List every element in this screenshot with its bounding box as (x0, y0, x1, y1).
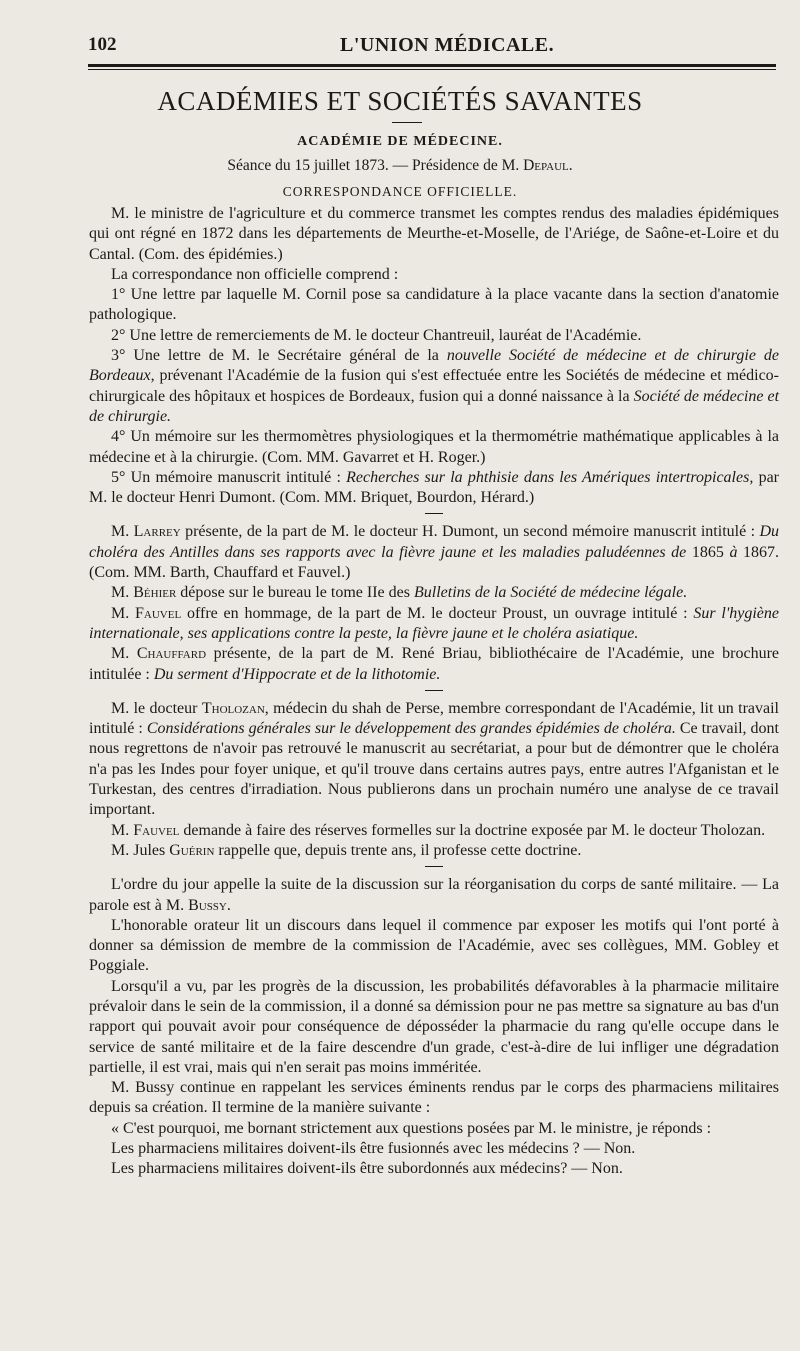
text-run: 3° Une lettre de M. le Secrétaire général de la (111, 347, 447, 365)
text-run: 5° Un mémoire manuscrit intitulé : (111, 468, 347, 486)
paragraph-ministre: M. le ministre de l'agriculture et du commerce transmet les comptes rendus des maladies épidémiques qui ont régné en 1872 dans les départements de Meurthe-et-Moselle, de l'Ariége, de Saône-et-Loire et du Cantal. (Com. des épidémies.) (89, 205, 779, 263)
text-run: M. (111, 523, 134, 541)
text-run: présente, de la part de M. le docteur H. Dumont, un second mémoire manuscrit intitulé : (180, 523, 760, 541)
paragraph-ordre-du-jour (89, 875, 779, 916)
session-line (0, 157, 800, 175)
text-run: M. (111, 584, 134, 602)
text-run: , médecin du shah de Perse, membre correspondant de l'Académie, lit un travail intitulé : (89, 699, 780, 738)
separator-rule (425, 866, 443, 867)
paragraph-chauffard (89, 644, 779, 685)
paragraph-fauvel-reserves (89, 821, 779, 841)
speaker-name: Fauvel (133, 821, 180, 839)
paragraph-question-2: Les pharmaciens militaires doivent-ils être subordonnés aux médecins? — Non. (111, 1160, 623, 1178)
italic-run: Recherches sur la phthisie dans les Amériques intertropicales, (346, 468, 754, 486)
speaker-name: Béhier (133, 584, 177, 602)
text-run: M. (111, 645, 137, 663)
speaker-name: Guérin (169, 841, 215, 859)
paragraph-item-1: 1° Une lettre par laquelle M. Cornil pose sa candidature à la place vacante dans la section d'anatomie pathologique. (89, 286, 779, 324)
paragraph-correspondance: La correspondance non officielle comprend : (111, 265, 399, 283)
academy-heading: ACADÉMIE DE MÉDECINE. (297, 134, 503, 149)
speaker-name: Tholozan (201, 699, 265, 717)
separator-rule (425, 513, 443, 514)
paragraph-question-1: Les pharmaciens militaires doivent-ils être fusionnés avec les médecins ? — Non. (111, 1140, 636, 1158)
speaker-name: Fauvel (135, 604, 182, 622)
paragraph-item-4: 4° Un mémoire sur les thermomètres physiologiques et la thermométrie mathématique applicables à la médecine et à la chirurgie. (Com. MM. Gavarret et H. Roger.) (89, 428, 779, 466)
italic-run: Du serment d'Hippocrate et de la lithotomie. (153, 665, 441, 683)
text-run: Ce travail, dont nous regrettons de n'avoir pas retrouvé le manuscrit au secrétariat, a pour but de démontrer que le choléra n'a pas les Indes pour foyer unique, et qu'il trouve dans certains autres pays, entre autres l'Afganistan et le Turkestan, des centres d'irradiation. Nous publierons dans un prochain numéro une analyse de ce travail important. (89, 720, 780, 819)
section-title: ACADÉMIES ET SOCIÉTÉS SAVANTES (157, 86, 643, 116)
text-run: dépose sur le bureau le tome IIe des (176, 584, 414, 602)
text-run: M. (111, 821, 134, 839)
separator-rule (425, 690, 443, 691)
paragraph-quote: « C'est pourquoi, me bornant strictement aux questions posées par M. le ministre, je réponds : (111, 1119, 712, 1137)
italic-run: nouvelle Société de médecine et de chirurgie de Bordeaux, (89, 347, 779, 385)
paragraph-fauvel-hommage (89, 604, 779, 645)
journal-title: L'UNION MÉDICALE. (340, 34, 555, 56)
text-run: prévenant l'Académie de la fusion qui s'est effectuée entre les Sociétés de médecine et médico-chirurgicale des hôpitaux et hospices de Bordeaux, fusion qui a donné naissance à la (89, 367, 779, 405)
text-run: présente, de la part de M. René Briau, bibliothécaire de l'Académie, une brochure intitulée : (89, 645, 779, 683)
speaker-name: Chauffard (136, 645, 207, 663)
paragraph-item-2: 2° Une lettre de remerciements de M. le docteur Chantreuil, lauréat de l'Académie. (111, 326, 642, 344)
text-run: L'ordre du jour appelle la suite de la discussion sur la réorganisation du corps de santé militaire. — La parole est à M. (89, 876, 779, 914)
running-header (88, 34, 762, 60)
correspondence-heading: CORRESPONDANCE OFFICIELLE. (282, 184, 518, 199)
italic-run: Sur l'hygiène internationale, ses applications contre la peste, la fièvre jaune et le choléra asiatique. (89, 604, 779, 642)
italic-run: Du choléra des Antilles dans ses rapports avec la fièvre jaune et les maladies paludéennes de (89, 523, 780, 561)
italic-run: Bulletins de la Société de médecine légale. (413, 584, 688, 602)
text-run: par M. le docteur Henri Dumont. (Com. MM. Briquet, Bourdon, Hérard.) (89, 468, 780, 507)
text-run: 1865 (686, 543, 730, 561)
speaker-name: Larrey (133, 523, 181, 541)
paragraph-item-3 (89, 346, 779, 427)
article-body (89, 204, 779, 1180)
paragraph-discours: L'honorable orateur lit un discours dans lequel il commence par exposer les motifs qui l'ont porté à donner sa démission de membre de la commission de l'Académie, avec ses collègues, MM. Gobley et Poggiale. (89, 916, 779, 975)
italic-run: Société de médecine et de chirurgie. (89, 387, 780, 425)
title-rule (392, 122, 422, 123)
text-run: 1867. (Com. MM. Barth, Chauffard et Fauvel.) (89, 543, 780, 582)
speaker-name: Bussy. (188, 896, 231, 914)
text-run: M. (111, 604, 136, 622)
italic-run: à (729, 543, 738, 561)
session-president: Depaul. (523, 157, 573, 174)
text-run: offre en hommage, de la part de M. le docteur Proust, un ouvrage intitulé : (181, 604, 694, 622)
session-date: Séance du 15 juillet 1873. — Présidence de M. (227, 157, 520, 174)
paragraph-progres: Lorsqu'il a vu, par les progrès de la discussion, les probabilités défavorables à la pharmacie militaire prévaloir dans le sein de la commission, il a donné sa démission pour ne pas mettre sa signature au bas d'un rapport qui pouvait avoir pour conséquence de déposséder la pharmacie du rang qu'elle occupe dans le service de santé militaire et de la faire descendre d'un grade, c'est-à-dire de lui infliger une dégradation partielle, il est vrai, mais qui n'en serait pas moins imméritée. (89, 977, 779, 1076)
paragraph-larrey (89, 522, 779, 583)
paragraph-behier (89, 583, 779, 603)
text-run: rappelle que, depuis trente ans, il professe cette doctrine. (214, 841, 582, 859)
paragraph-tholozan (89, 699, 779, 821)
paragraph-guerin (89, 841, 779, 861)
paragraph-item-5 (89, 468, 779, 509)
header-rule-thin (88, 69, 776, 70)
paragraph-services: M. Bussy continue en rappelant les services éminents rendus par le corps des pharmaciens militaires depuis sa création. Il termine de la manière suivante : (89, 1079, 779, 1117)
page-number: 102 (88, 34, 117, 55)
text-run: demande à faire des réserves formelles sur la doctrine exposée par M. le docteur Tholozan. (179, 821, 766, 839)
text-run: M. Jules (111, 841, 170, 859)
text-run: M. le docteur (111, 699, 202, 717)
italic-run: Considérations générales sur le développement des grandes épidémies de choléra. (146, 720, 676, 738)
header-rule (88, 64, 776, 67)
